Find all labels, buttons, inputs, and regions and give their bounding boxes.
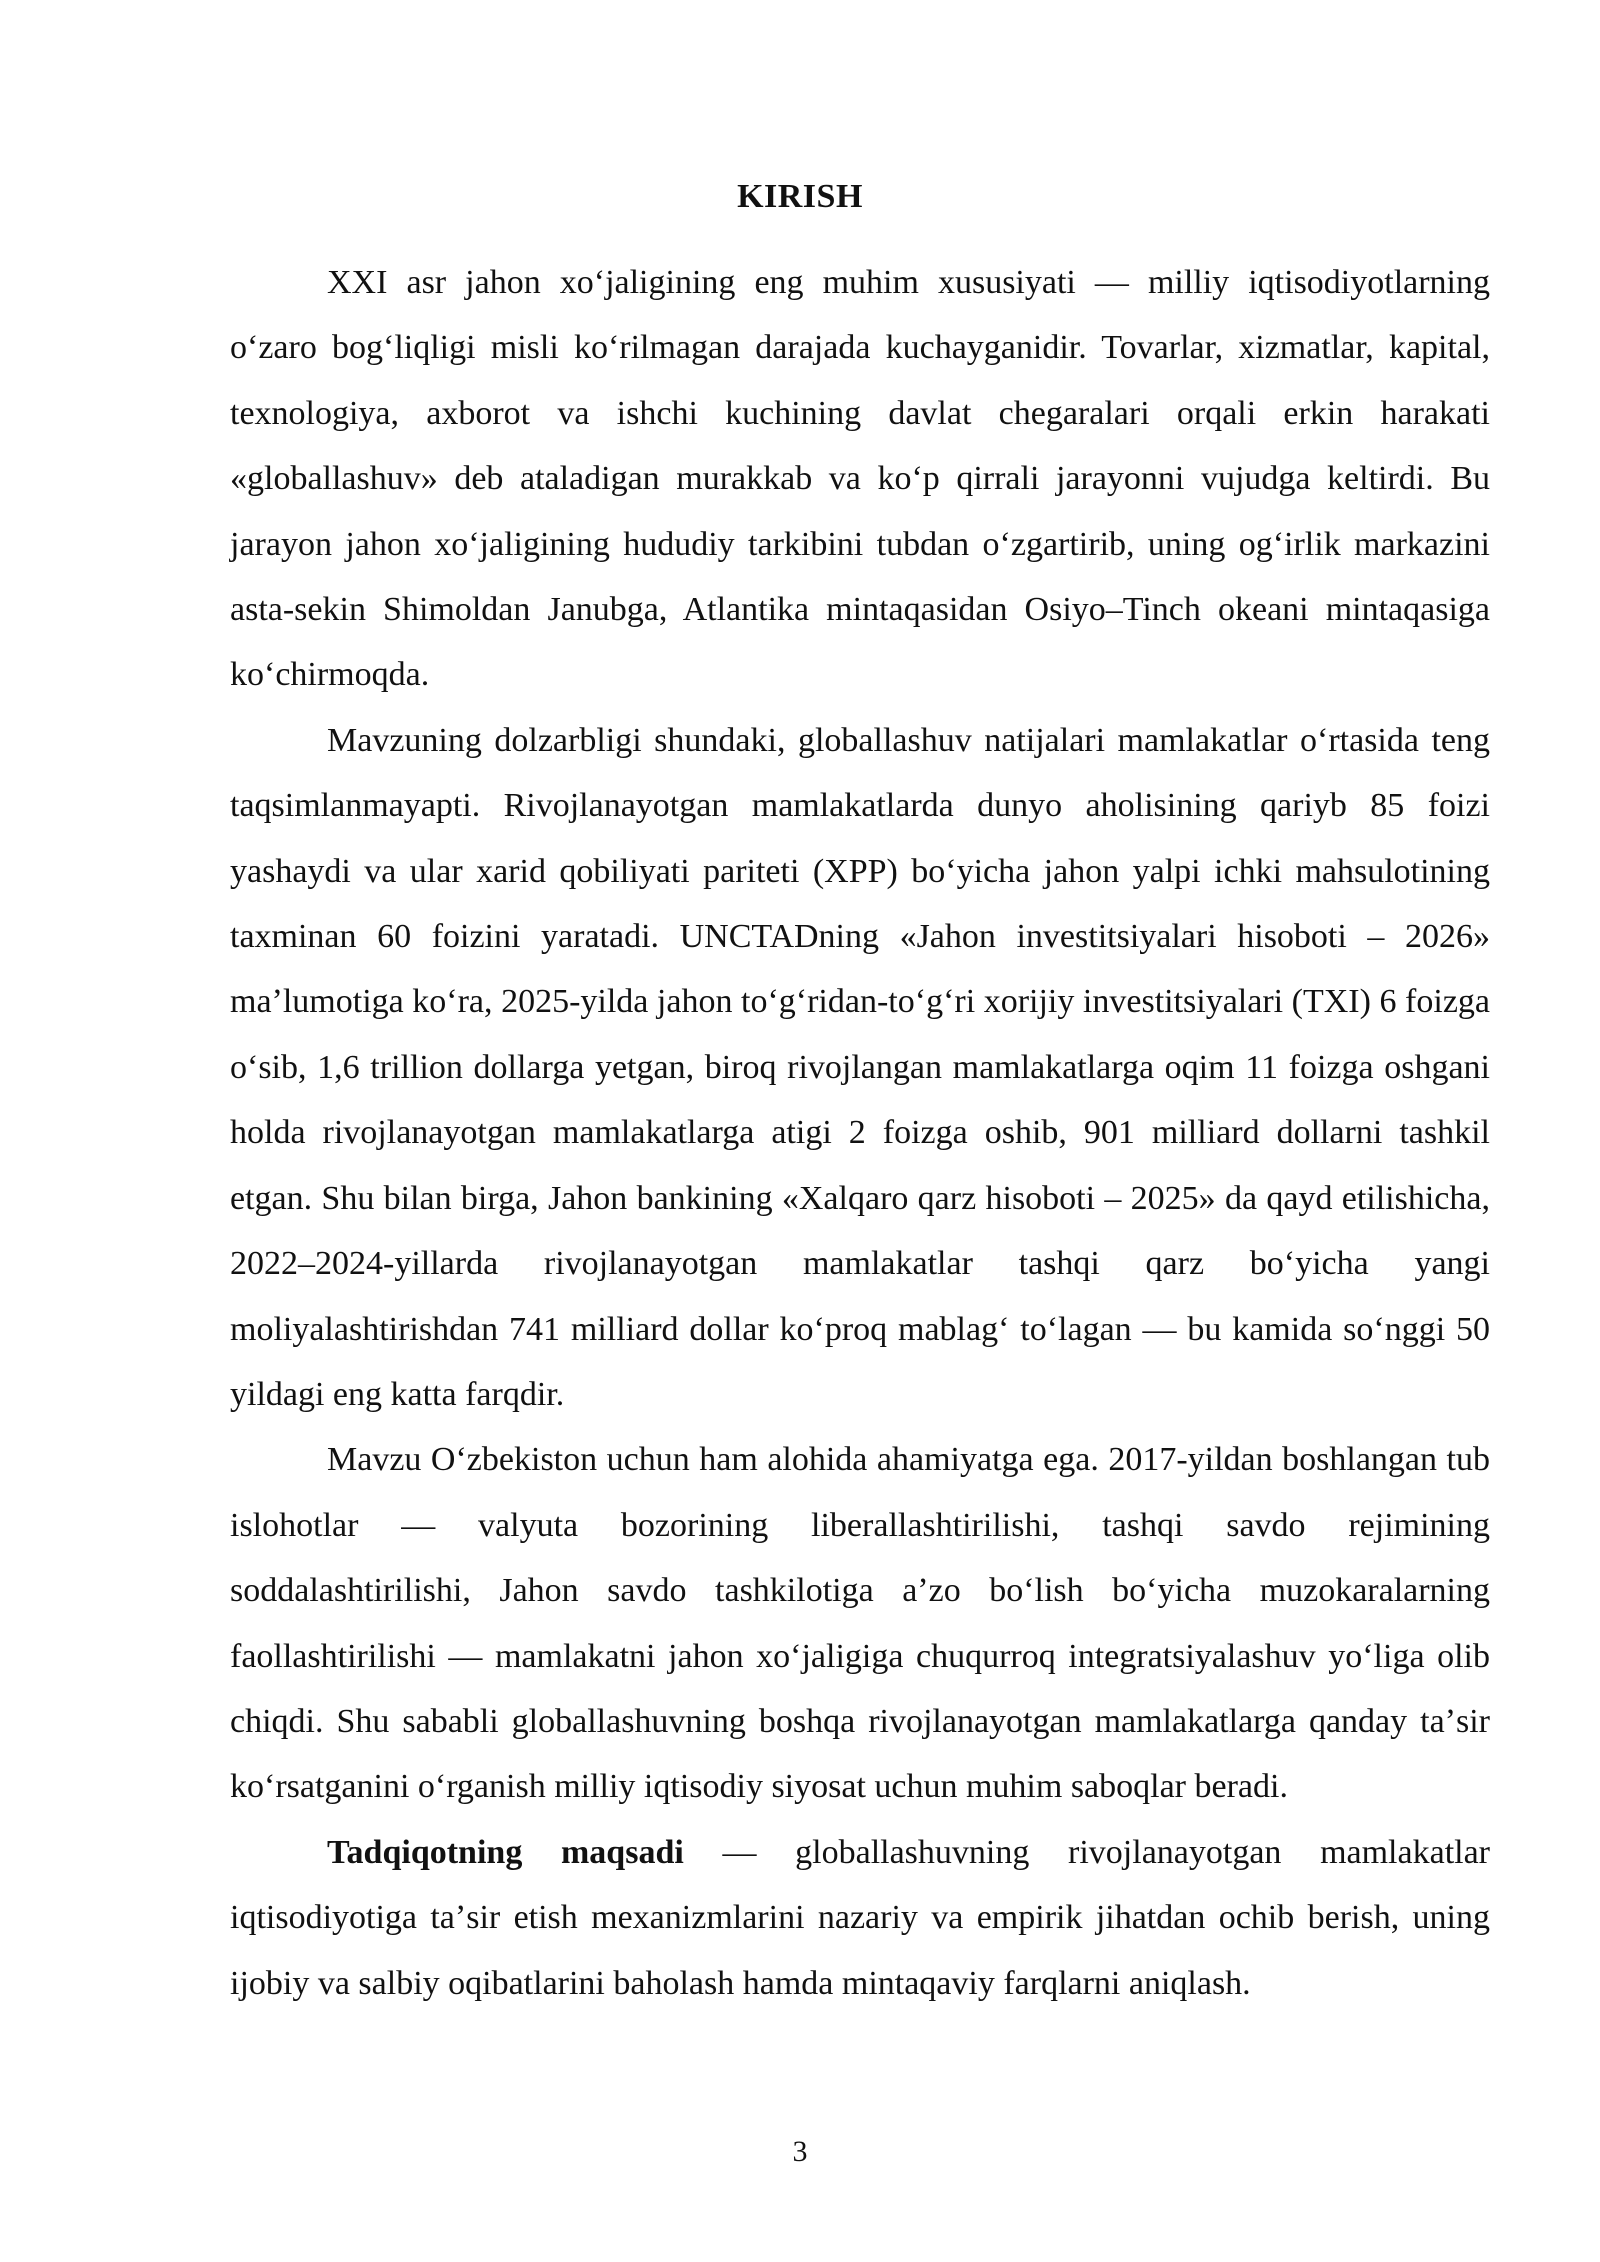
- paragraph-uzbekistan: [230, 1427, 1490, 1819]
- paragraph-text: — globallashuvning rivojlanayotgan mamlakatlar iqtisodiyotiga taʼsir etish mexanizmlarini nazariy va empirik jihatdan ochib berish, uning ijobiy va salbiy oqibatlarini baholash hamda mintaqaviy farqlarni aniqlash.: [230, 1833, 1490, 2002]
- section-title: KIRISH: [737, 177, 863, 215]
- paragraph-text: XXI asr jahon xoʻjaligining eng muhim xususiyati — milliy iqtisodiyotlarning oʻzaro bogʻliqligi misli koʻrilmagan darajada kuchayganidir. Tovarlar, xizmatlar, kapital, texnologiya, axborot va ishchi kuchining davlat chegaralari orqali erkin harakati «globallashuv» deb ataladigan murakkab va koʻp qirrali jarayonni vujudga keltirdi. Bu jarayon jahon xoʻjaligining hududiy tarkibini tubdan oʻzgartirib, uning ogʻirlik markazini asta-sekin Shimoldan Janubga, Atlantika mintaqasidan Osiyo–Tinch okeani mintaqasiga koʻchirmoqda.: [230, 264, 1490, 694]
- page-number: 3: [792, 2135, 808, 2168]
- paragraph-research-goal: [230, 1820, 1490, 2016]
- document-body: [230, 250, 1490, 2016]
- paragraph-text: Mavzuning dolzarbligi shundaki, globallashuv natijalari mamlakatlar oʻrtasida teng taqsimlanmayapti. Rivojlanayotgan mamlakatlarda dunyo aholisining qariyb 85 foizi yashaydi va ular xarid qobiliyati pariteti (XPP) boʻyicha jahon yalpi ichki mahsulotining taxminan 60 foizini yaratadi. UNCTADning «Jahon investitsiyalari hisoboti – 2026» maʼlumotiga koʻra, 2025-yilda jahon toʻgʻridan-toʻgʻri xorijiy investitsiyalari (TXI) 6 foizga oʻsib, 1,6 trillion dollarga yetgan, biroq rivojlangan mamlakatlarga oqim 11 foizga oshgani holda rivojlanayotgan mamlakatlarga atigi 2 foizga oshib, 901 milliard dollarni tashkil etgan. Shu bilan birga, Jahon bankining «Xalqaro qarz hisoboti – 2025» da qayd etilishicha, 2022–2024-yillarda rivojlanayotgan mamlakatlar tashqi qarz boʻyicha yangi moliyalashtirishdan 741 milliard dollar koʻproq mablagʻ toʻlagan — bu kamida soʻnggi 50 yildagi eng katta farqdir.: [230, 721, 1490, 1413]
- paragraph-lead-term: Tadqiqotning maqsadi: [327, 1833, 684, 1871]
- paragraph-text: Mavzu Oʻzbekiston uchun ham alohida ahamiyatga ega. 2017-yildan boshlangan tub islohotlar — valyuta bozorining liberallashtirilishi, tashqi savdo rejimining soddalashtirilishi, Jahon savdo tashkilotiga aʼzo boʻlish boʻyicha muzokaralarning faollashtirilishi — mamlakatni jahon xoʻjaligiga chuqurroq integratsiyalashuv yoʻliga olib chiqdi. Shu sababli globallashuvning boshqa rivojlanayotgan mamlakatlarga qanday taʼsir koʻrsatganini oʻrganish milliy iqtisodiy siyosat uchun muhim saboqlar beradi.: [230, 1441, 1490, 1806]
- paragraph-introduction: [230, 250, 1490, 708]
- paragraph-relevance: [230, 708, 1490, 1427]
